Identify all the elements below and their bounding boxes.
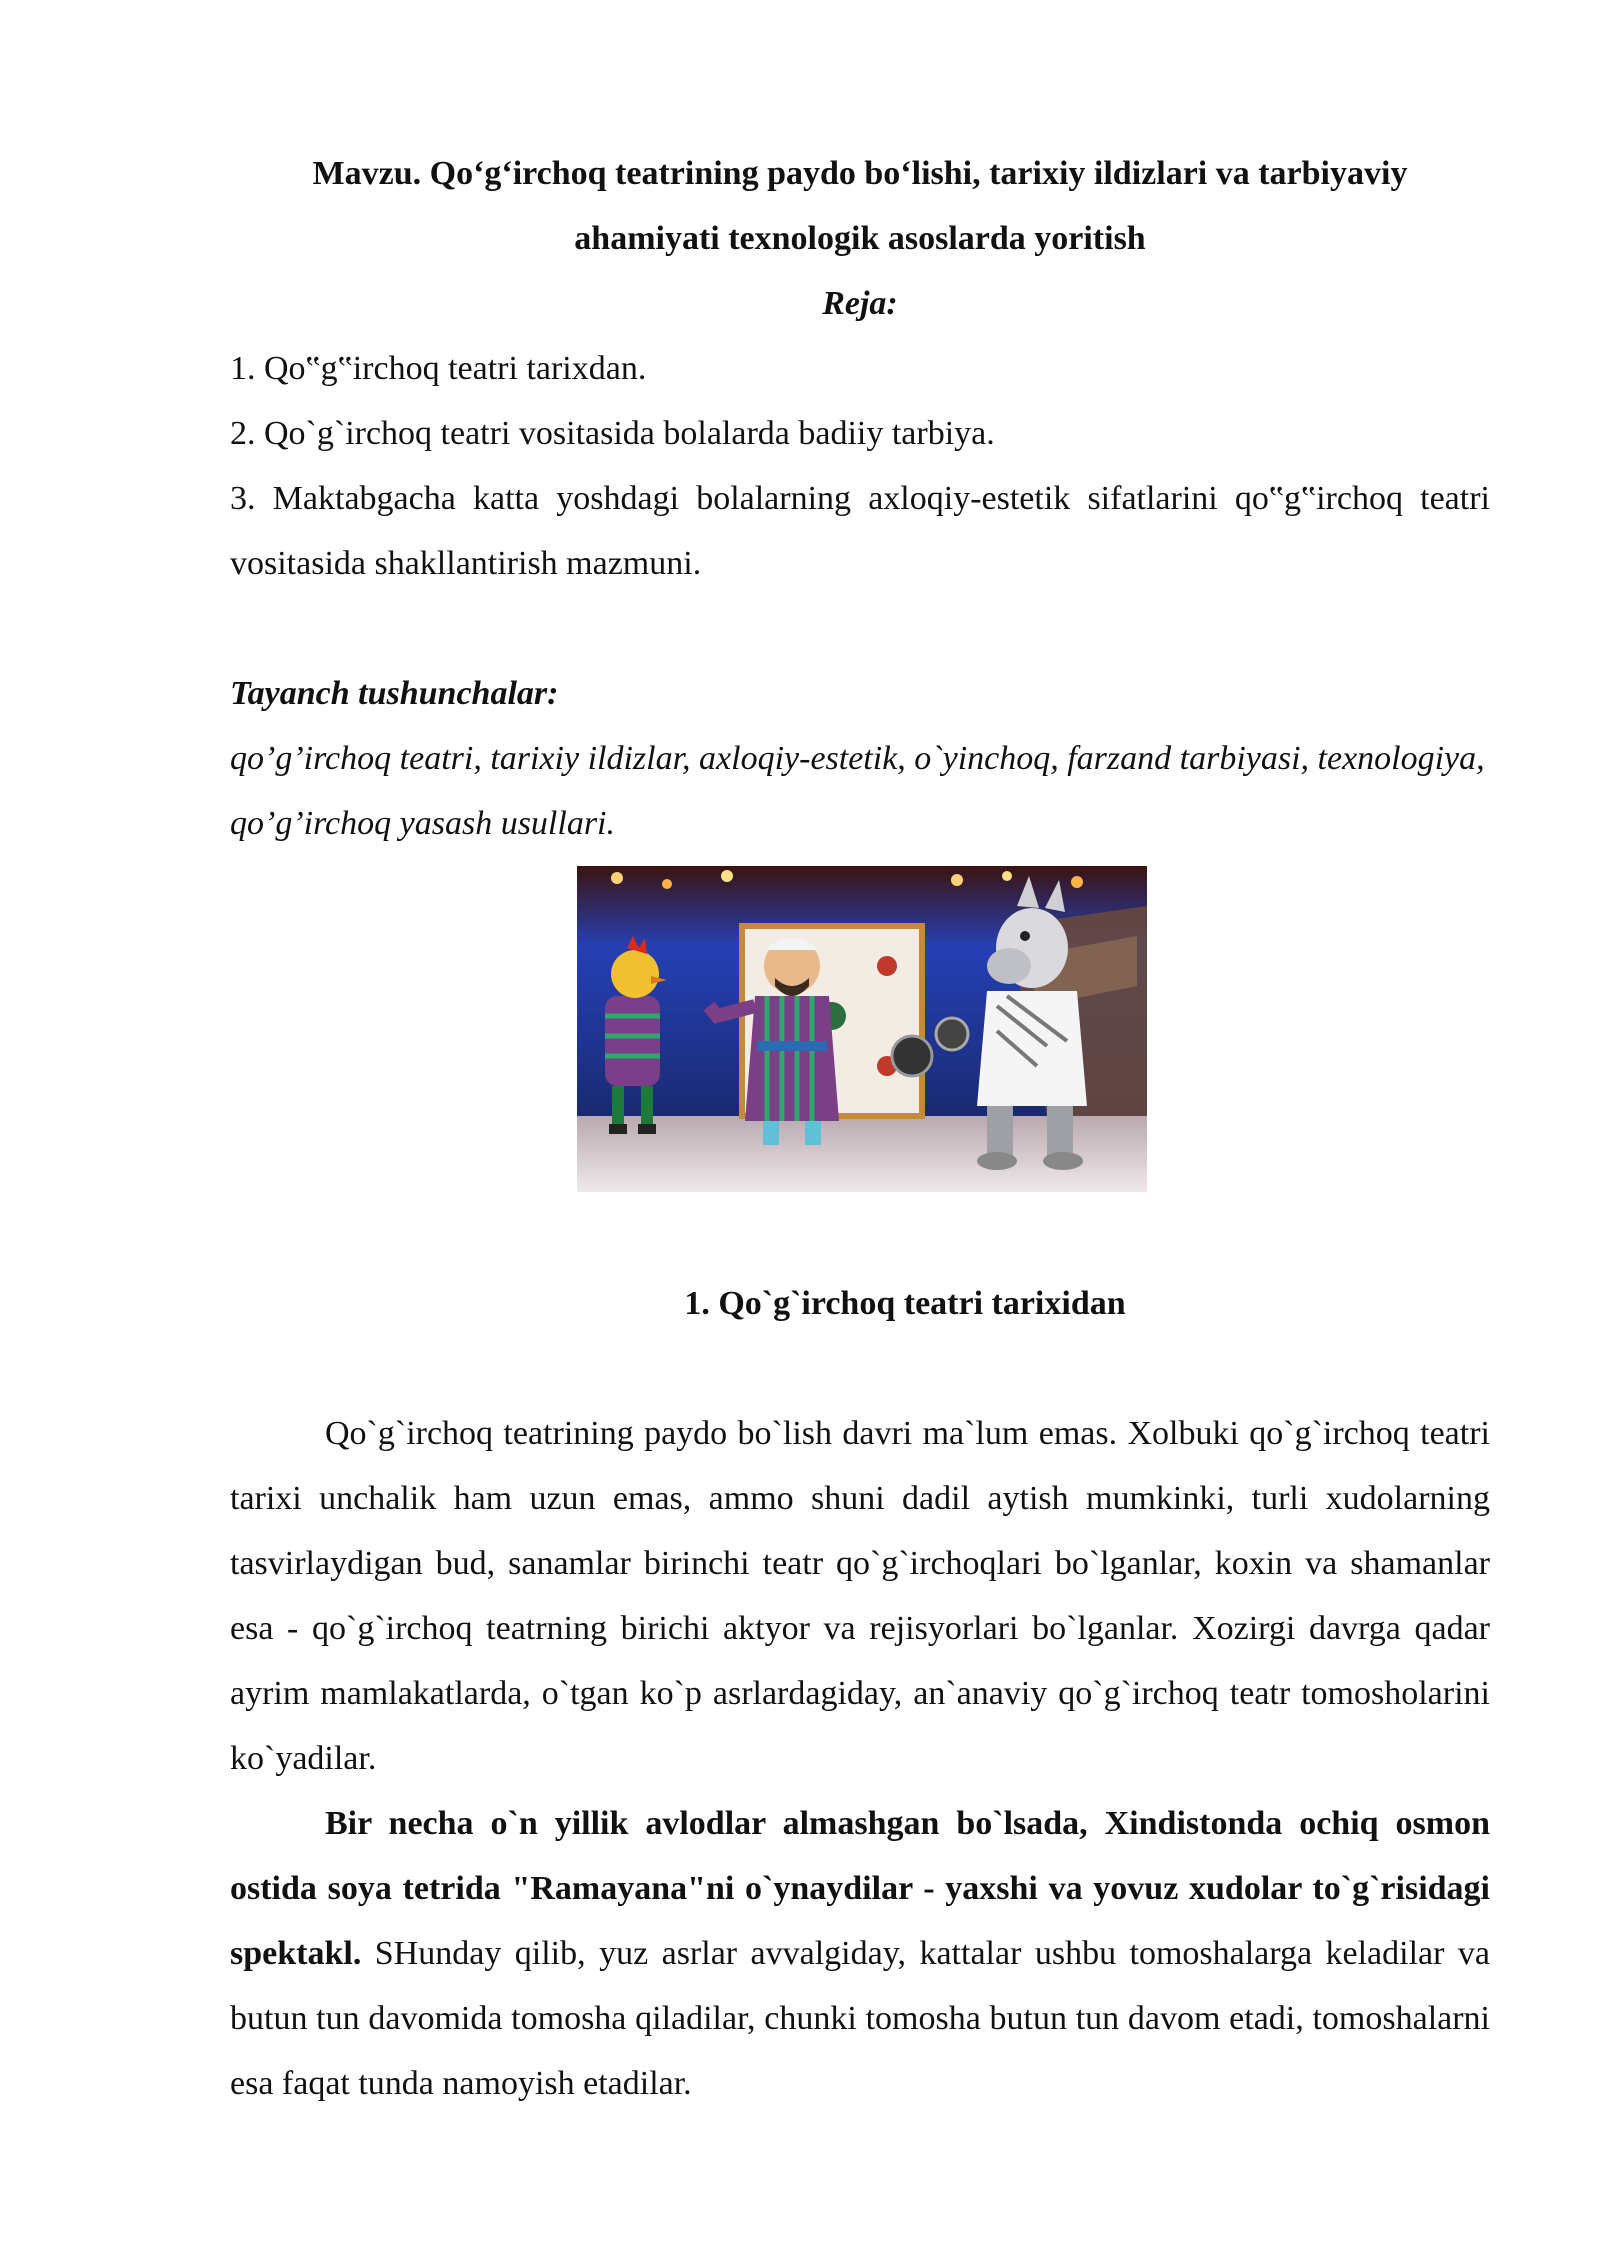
puppet-theatre-illustration bbox=[577, 866, 1147, 1192]
plan-heading: Reja: bbox=[822, 285, 898, 322]
plan-item-2: 2. Qo`g`irchoq teatri vositasida bolalarda badiiy tarbiya. bbox=[230, 415, 995, 452]
keywords-heading: Tayanch tushunchalar: bbox=[230, 675, 559, 712]
section-heading: 1. Qo`g`irchoq teatri tarixidan bbox=[684, 1285, 1126, 1322]
paragraph-2 bbox=[230, 1791, 1490, 2116]
title-line-1: Mavzu. Qo‘g‘irchoq teatrining paydo bo‘lishi, tarixiy ildizlari va tarbiyaviy bbox=[312, 155, 1408, 192]
paragraph-2-rest: SHunday qilib, yuz asrlar avvalgiday, kattalar ushbu tomoshalarga keladilar va butun tun davomida tomosha qiladilar, chunki tomosha butun tun davom etadi, tomoshalarni esa faqat tunda namoyish etadilar. bbox=[230, 1935, 1490, 2102]
plan-item-3: 3. Maktabgacha katta yoshdagi bolalarning axloqiy-estetik sifatlarini qo‟g‟irchoq teatri vositasida shakllantirish mazmuni. bbox=[230, 480, 1490, 582]
paragraph-2-bold: Bir necha o`n yillik avlodlar almashgan bo`lsada, Xindistonda ochiq osmon ostida soya tetrida "Ramayana"ni o`ynaydilar - yaxshi va yovuz xudolar to`g`risidagi spektakl. bbox=[230, 1805, 1490, 1972]
plan-item-1: 1. Qo‟g‟irchoq teatri tarixdan. bbox=[230, 350, 647, 387]
keywords-text: qo’g’irchoq teatri, tarixiy ildizlar, axloqiy-estetik, o`yinchoq, farzand tarbiyasi, texnologiya, qo’g’irchoq yasash usullari. bbox=[230, 740, 1485, 842]
document-title bbox=[230, 141, 1490, 271]
paragraph-1: Qo`g`irchoq teatrining paydo bo`lish davri ma`lum emas. Xolbuki qo`g`irchoq teatri tarixi unchalik ham uzun emas, ammo shuni dadil aytish mumkinki, turli xudolarning tasvirlaydigan bud, sanamlar birinchi teatr qo`g`irchoqlari bo`lganlar, koxin va shamanlar esa - qo`g`irchoq teatrning birichi aktyor va rejisyorlari bo`lganlar. Xozirgi davrga qadar ayrim mamlakatlarda, o`tgan ko`p asrlardagiday, an`anaviy qo`g`irchoq teatr tomosholarini ko`yadilar. bbox=[230, 1415, 1490, 1777]
title-line-2: ahamiyati texnologik asoslarda yoritish bbox=[574, 220, 1146, 257]
puppet-theatre-photo bbox=[577, 866, 1147, 1192]
